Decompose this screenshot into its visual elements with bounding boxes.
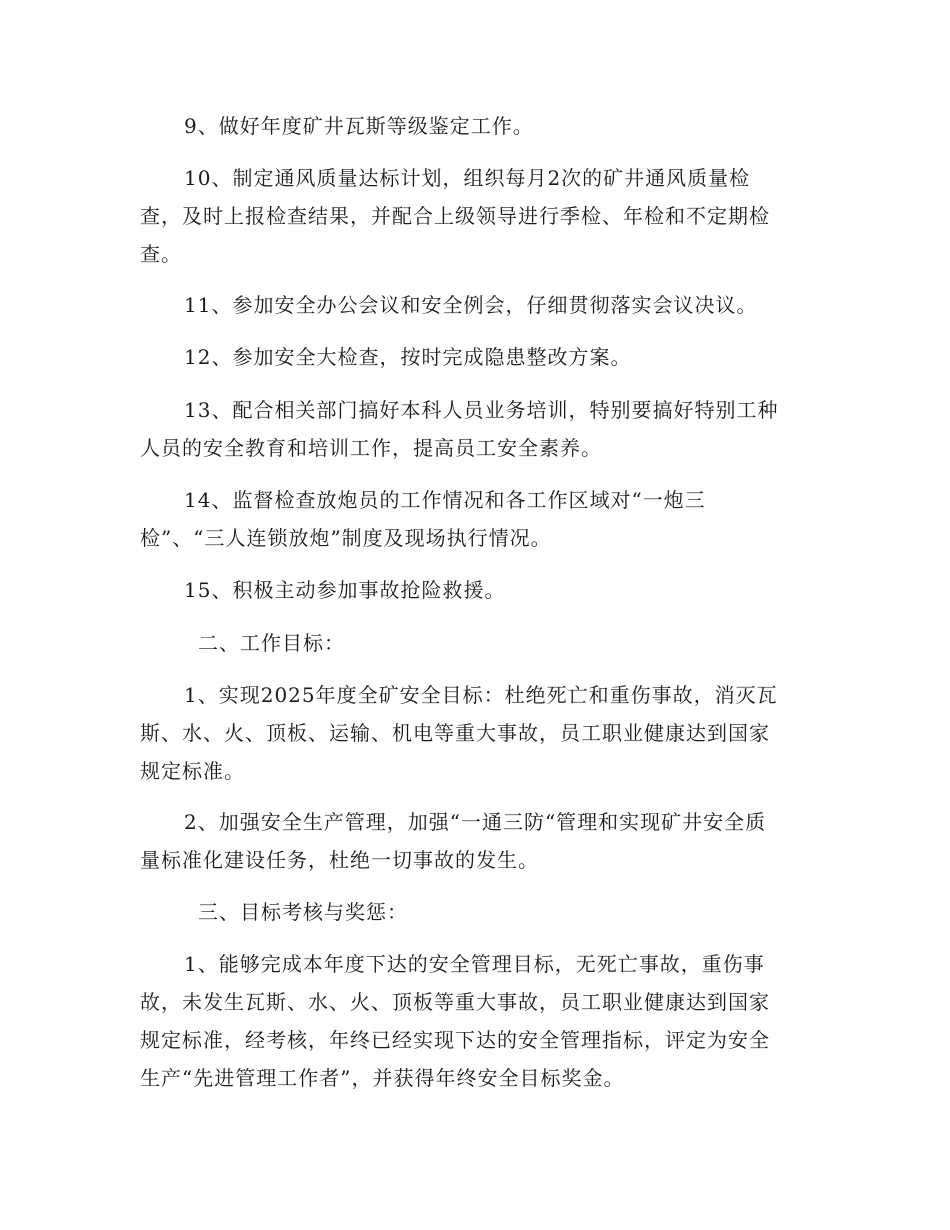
goal-item-2 (140, 803, 820, 879)
paragraph-line: 1、能够完成本年度下达的安全管理目标，无死亡事故，重伤事 (184, 952, 765, 976)
paragraph-item-14 (140, 481, 820, 557)
section-heading-assessment (140, 893, 820, 931)
paragraph-item-12 (140, 338, 820, 376)
paragraph-line: 11、参加安全办公会议和安全例会，仔细贯彻落实会议决议。 (184, 293, 758, 317)
goal-item-1 (140, 676, 820, 790)
paragraph-line: 人员的安全教育和培训工作，提高员工安全素养。 (140, 436, 602, 460)
paragraph-line: 规定标准。 (140, 759, 245, 783)
paragraph-item-15 (140, 571, 820, 609)
paragraph-line: 生产“先进管理工作者”，并获得年终安全目标奖金。 (140, 1066, 625, 1090)
paragraph-line: 15、积极主动参加事故抢险救援。 (184, 578, 506, 602)
paragraph-line: 规定标准，经考核，年终已经实现下达的安全管理指标，评定为安全 (140, 1028, 770, 1052)
paragraph-line: 2、加强安全生产管理，加强“一通三防“管理和实现矿井安全质 (184, 810, 767, 834)
paragraph-line: 12、参加安全大检查，按时完成隐患整改方案。 (184, 345, 632, 369)
section-heading-goals (140, 624, 820, 662)
paragraph-item-11 (140, 286, 820, 324)
paragraph-line: 查，及时上报检查结果，并配合上级领导进行季检、年检和不定期检 (140, 204, 770, 228)
paragraph-line: 1、实现2025年度全矿安全目标：杜绝死亡和重伤事故，消灭瓦 (184, 683, 778, 707)
paragraph-line: 10、制定通风质量达标计划，组织每月2次的矿井通风质量检 (184, 166, 751, 190)
paragraph-item-13 (140, 391, 820, 467)
section-heading-text: 三、目标考核与奖惩： (198, 900, 408, 924)
paragraph-item-10 (140, 159, 820, 273)
assessment-item-1 (140, 945, 820, 1097)
paragraph-line: 14、监督检查放炮员的工作情况和各工作区域对“一炮三 (184, 488, 706, 512)
paragraph-line: 量标准化建设任务，杜绝一切事故的发生。 (140, 848, 539, 872)
paragraph-line: 13、配合相关部门搞好本科人员业务培训，特别要搞好特别工种 (184, 398, 779, 422)
paragraph-line: 斯、水、火、顶板、运输、机电等重大事故，员工职业健康达到国家 (140, 721, 770, 745)
section-heading-text: 二、工作目标： (198, 631, 345, 655)
paragraph-line: 检”、“三人连锁放炮”制度及现场执行情况。 (140, 526, 552, 550)
paragraph-item-9 (140, 107, 820, 145)
paragraph-line: 故，未发生瓦斯、水、火、顶板等重大事故，员工职业健康达到国家 (140, 990, 770, 1014)
paragraph-line: 查。 (140, 242, 182, 266)
paragraph-line: 9、做好年度矿井瓦斯等级鉴定工作。 (184, 114, 534, 138)
